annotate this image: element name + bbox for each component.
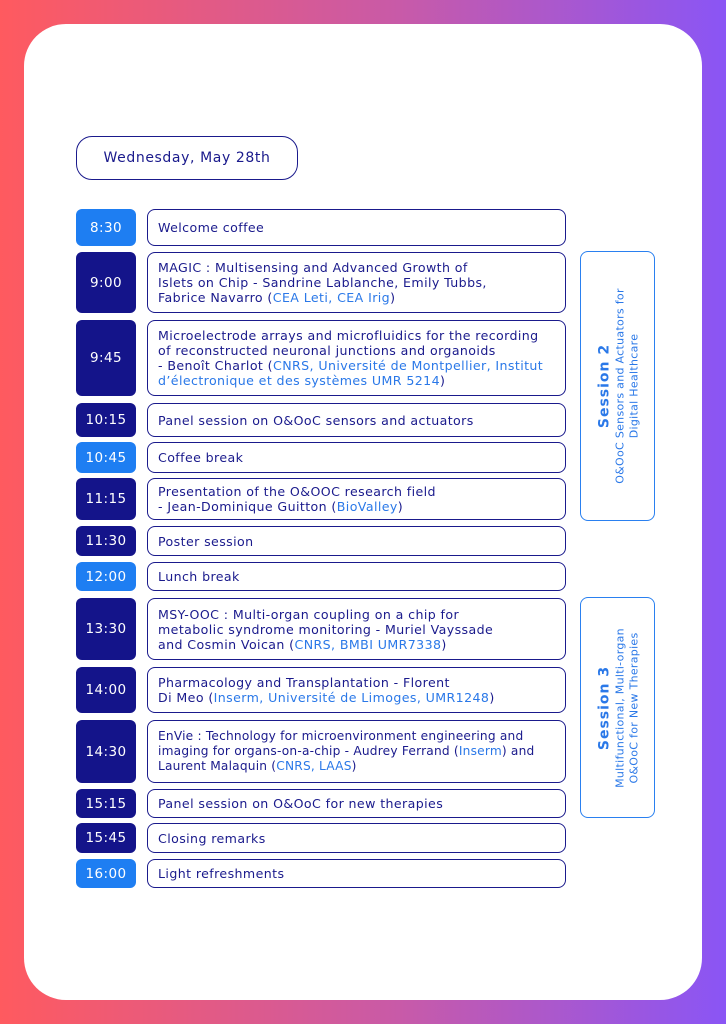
time-badge: 11:30 bbox=[76, 526, 136, 556]
event-affiliation: CEA Leti, CEA Irig bbox=[272, 290, 391, 305]
paren: ) bbox=[489, 690, 495, 705]
time-badge: 12:00 bbox=[76, 562, 136, 591]
schedule-row bbox=[76, 442, 566, 473]
event-box bbox=[147, 598, 566, 660]
event-title: Light refreshments bbox=[158, 866, 285, 881]
event-speakers: - Florent bbox=[393, 675, 450, 690]
event-box bbox=[147, 823, 566, 853]
schedule-row bbox=[76, 320, 566, 396]
event-title: Poster session bbox=[158, 533, 254, 549]
event-box bbox=[147, 403, 566, 437]
event-affiliation: Inserm bbox=[458, 744, 502, 758]
event-box bbox=[147, 442, 566, 473]
event-title: Coffee break bbox=[158, 450, 244, 465]
event-box bbox=[147, 859, 566, 888]
event-title: Closing remarks bbox=[158, 830, 266, 846]
event-box bbox=[147, 526, 566, 556]
event-title: Islets on Chip bbox=[158, 275, 249, 290]
event-title: Pharmacology and Transplantation bbox=[158, 675, 390, 690]
schedule-row bbox=[76, 720, 566, 783]
event-box bbox=[147, 478, 566, 520]
session-3-text bbox=[595, 628, 640, 788]
event-box bbox=[147, 789, 566, 818]
event-affiliation: BioValley bbox=[336, 499, 398, 514]
event-speakers: - Audrey Ferrand ( bbox=[344, 744, 459, 758]
paren: ) and bbox=[501, 744, 535, 758]
event-box bbox=[147, 720, 566, 783]
time-badge: 15:45 bbox=[76, 823, 136, 853]
event-title: imaging for organs-on-a-chip bbox=[158, 744, 341, 758]
time-badge: 8:30 bbox=[76, 209, 136, 246]
time-badge: 14:00 bbox=[76, 667, 136, 713]
event-box bbox=[147, 320, 566, 396]
event-speakers: Fabrice Navarro ( bbox=[158, 290, 273, 305]
event-title: Lunch break bbox=[158, 569, 240, 584]
schedule-row bbox=[76, 823, 566, 853]
event-speakers: - Muriel Vayssade bbox=[375, 621, 494, 637]
time-badge: 10:45 bbox=[76, 442, 136, 473]
session-description: O&OoC for New Therapies bbox=[626, 631, 640, 784]
event-title: of reconstructed neuronal junctions and organoids bbox=[158, 343, 496, 358]
event-box: MAGIC : Multisensing and Advanced Growth of Islets on Chip - Sandrine Lablanche, Emily Tubbs, Fabrice Navarro (CEA Leti, CEA Irig) bbox=[147, 252, 566, 313]
time-badge: 13:30 bbox=[76, 598, 136, 660]
time-badge: 11:15 bbox=[76, 478, 136, 520]
event-title: Panel session on O&OoC for new therapies bbox=[158, 796, 444, 811]
paren: ) bbox=[351, 759, 357, 773]
date-header: Wednesday, May 28th bbox=[76, 136, 298, 180]
event-box bbox=[147, 667, 566, 713]
event-speakers: - Jean-Dominique Guitton ( bbox=[158, 499, 337, 514]
schedule-row bbox=[76, 789, 566, 818]
event-title: MAGIC : Multisensing and Advanced Growth of bbox=[158, 260, 468, 275]
paren: ) bbox=[390, 290, 396, 305]
event-box bbox=[147, 209, 566, 246]
event-box bbox=[147, 562, 566, 591]
event-speakers: - Benoît Charlot ( bbox=[158, 358, 273, 373]
session-2-label bbox=[580, 251, 655, 521]
event-affiliation: Inserm, Université de Limoges, UMR1248 bbox=[213, 690, 490, 705]
event-affiliation: CNRS, Université de Montpellier, Institut bbox=[273, 358, 544, 373]
schedule-row bbox=[76, 403, 566, 437]
event-affiliation: CNRS, BMBI UMR7338 bbox=[294, 636, 442, 652]
event-speakers: and Cosmin Voican ( bbox=[158, 636, 295, 652]
time-badge: 15:15 bbox=[76, 789, 136, 818]
paren: ) bbox=[440, 373, 446, 388]
time-badge: 10:15 bbox=[76, 403, 136, 437]
schedule-row bbox=[76, 252, 566, 313]
session-description: O&OoC Sensors and Actuators for bbox=[613, 288, 626, 484]
session-2-text bbox=[595, 288, 640, 484]
time-badge: 9:45 bbox=[76, 320, 136, 396]
event-affiliation: CNRS, LAAS bbox=[276, 759, 352, 773]
schedule-row bbox=[76, 667, 566, 713]
event-affiliation: d’électronique et des systèmes UMR 5214 bbox=[158, 373, 440, 388]
session-title: Session 2 bbox=[596, 343, 612, 429]
schedule-row bbox=[76, 598, 566, 660]
event-title: Presentation of the O&OOC research field bbox=[158, 484, 436, 499]
session-description: Multifunctional, Multi-organ bbox=[613, 627, 626, 788]
event-title: Welcome coffee bbox=[158, 220, 265, 235]
event-speakers: Sandrine Lablanche, Emily Tubbs, bbox=[262, 275, 487, 290]
time-badge: 14:30 bbox=[76, 720, 136, 783]
event-title: Microelectrode arrays and microfluidics for the recording bbox=[158, 328, 539, 343]
event-title: metabolic syndrome monitoring bbox=[158, 621, 372, 637]
schedule-row bbox=[76, 526, 566, 556]
paren: ) bbox=[397, 499, 404, 514]
session-description: Digital Healthcare bbox=[626, 333, 640, 439]
schedule-row bbox=[76, 859, 566, 888]
event-speakers: Di Meo ( bbox=[158, 690, 214, 705]
event-title: EnVie : Technology for microenvironment engineering and bbox=[158, 729, 524, 743]
schedule-row bbox=[76, 209, 566, 246]
session-3-label bbox=[580, 597, 655, 818]
event-title: MSY-OOC : Multi-organ coupling on a chip for bbox=[158, 606, 460, 622]
event-title: Panel session on O&OoC sensors and actuators bbox=[158, 412, 474, 428]
time-badge: 16:00 bbox=[76, 859, 136, 888]
schedule-row bbox=[76, 478, 566, 520]
session-title: Session 3 bbox=[596, 665, 612, 750]
time-badge: 9:00 bbox=[76, 252, 136, 313]
schedule-row bbox=[76, 562, 566, 591]
paren: ) bbox=[441, 636, 447, 652]
event-speakers: Laurent Malaquin ( bbox=[158, 759, 277, 773]
